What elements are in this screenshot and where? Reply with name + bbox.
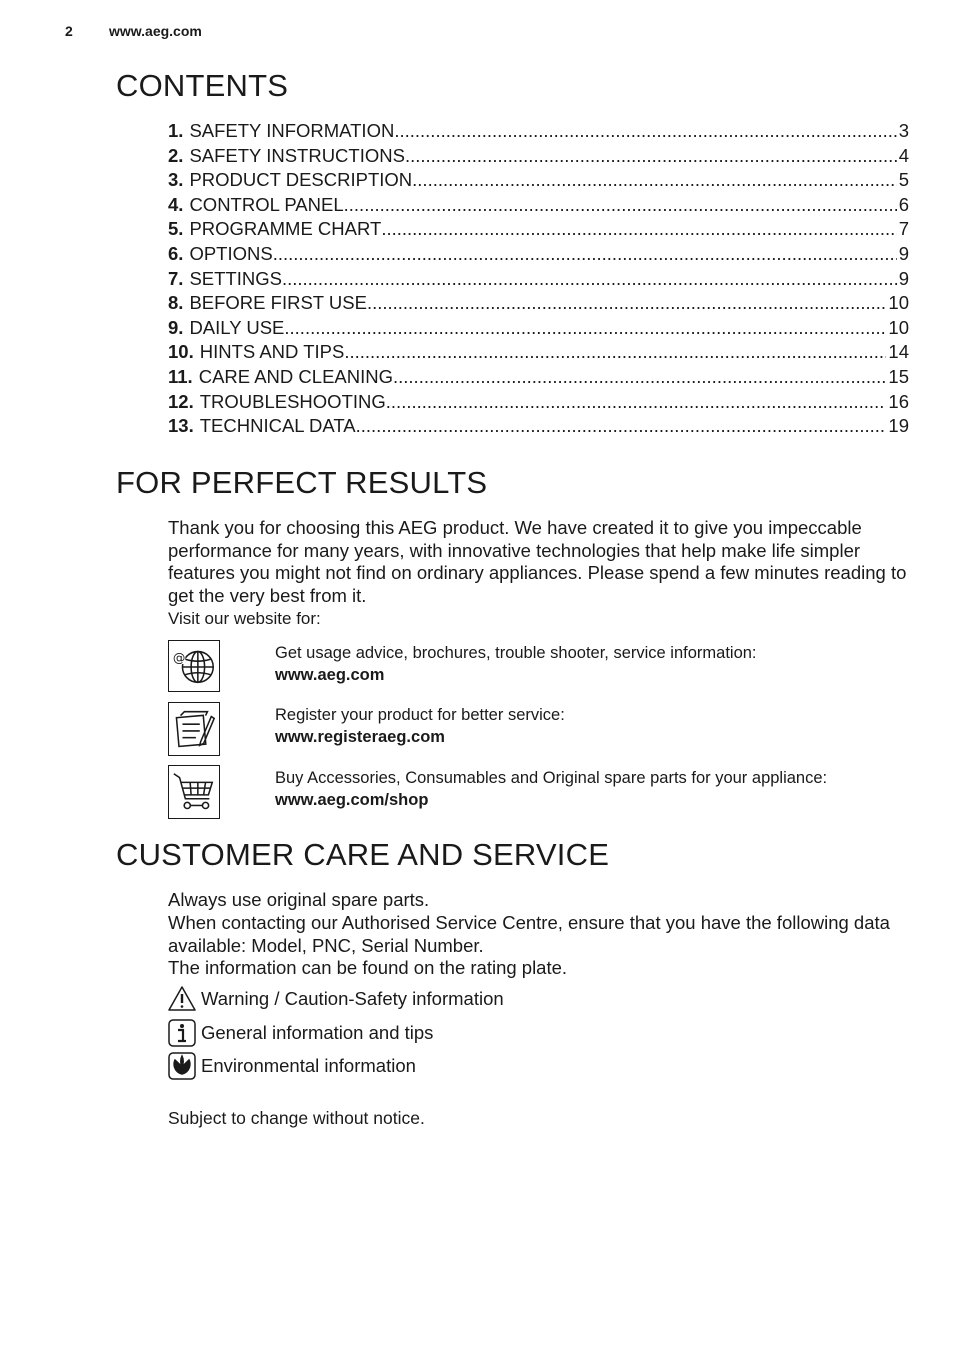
toc-page: 4: [898, 144, 909, 166]
toc-title: SAFETY INSTRUCTIONS: [189, 144, 405, 166]
toc-leader: [412, 169, 897, 191]
care-line-3: The information can be found on the rating plate.: [168, 957, 568, 979]
toc-item[interactable]: [168, 243, 909, 268]
website-row-usage: [168, 640, 908, 696]
toc-item[interactable]: [168, 415, 909, 440]
warning-symbol-row: [168, 984, 504, 1014]
toc-leader: [381, 218, 896, 240]
toc-item[interactable]: [168, 366, 909, 391]
website-description: Get usage advice, brochures, trouble shooter, service information:: [275, 644, 757, 662]
care-line-2: When contacting our Authorised Service Centre, ensure that you have the following data available: Model, PNC, Serial Number.: [168, 911, 890, 956]
warning-icon: [168, 985, 196, 1013]
toc-page: 16: [888, 390, 909, 412]
toc-item[interactable]: [168, 292, 909, 317]
register-icon: [168, 702, 220, 756]
care-line-1: Always use original spare parts.: [168, 889, 430, 910]
toc-title: PRODUCT DESCRIPTION: [189, 169, 413, 191]
toc-title: HINTS AND TIPS: [199, 341, 345, 363]
toc-number: 6.: [168, 242, 184, 264]
warning-label: Warning / Caution-Safety information: [201, 988, 504, 1009]
toc-title: OPTIONS: [189, 242, 273, 264]
environment-label: Environmental information: [201, 1055, 416, 1076]
toc-page: 9: [898, 267, 909, 289]
toc-number: 7.: [168, 267, 184, 289]
environment-symbol-row: [168, 1051, 416, 1081]
toc-page: 10: [888, 316, 909, 338]
website-row-shop: [168, 765, 908, 821]
toc-leader: [386, 391, 887, 413]
toc-title: BEFORE FIRST USE: [189, 292, 367, 314]
toc-title: DAILY USE: [189, 316, 285, 338]
toc-page: 15: [888, 365, 909, 387]
toc-title: SETTINGS: [189, 267, 282, 289]
toc-title: SAFETY INFORMATION: [189, 120, 395, 141]
toc-title: CARE AND CLEANING: [198, 365, 393, 387]
cart-icon: [168, 765, 220, 819]
info-symbol-row: [168, 1018, 433, 1048]
visit-label: Visit our website for:: [168, 609, 321, 628]
website-link[interactable]: www.aeg.com: [275, 666, 385, 684]
shop-info: [275, 767, 827, 811]
intro-paragraph: Thank you for choosing this AEG product. We have created it to give you impeccable performance for many years, with innovative technologies that help make life simpler features you might not find on ordinary appliances. Please spend a few minutes reading to get the very best from it.: [168, 517, 907, 607]
toc-leader: [344, 194, 897, 216]
page-header: [65, 23, 202, 39]
website-info: [275, 642, 757, 686]
toc-number: 11.: [168, 365, 193, 387]
toc-number: 13.: [168, 415, 194, 437]
toc-title: PROGRAMME CHART: [189, 218, 382, 240]
toc-page: 6: [898, 193, 909, 215]
toc-leader: [282, 268, 897, 290]
toc-leader: [367, 292, 886, 314]
contents-heading: CONTENTS: [116, 68, 289, 103]
toc-page: 3: [898, 120, 909, 141]
toc-item[interactable]: [168, 218, 909, 243]
info-label: General information and tips: [201, 1022, 434, 1043]
register-info: [275, 704, 565, 748]
header-site: www.aeg.com: [109, 23, 202, 39]
care-paragraph: [168, 889, 908, 980]
shop-link[interactable]: www.aeg.com/shop: [275, 791, 429, 809]
globe-icon: [168, 640, 220, 692]
register-link[interactable]: www.registeraeg.com: [275, 728, 445, 746]
toc-number: 2.: [168, 144, 184, 166]
toc-page: 9: [898, 242, 909, 264]
toc-item[interactable]: [168, 317, 909, 342]
table-of-contents: [168, 120, 909, 440]
toc-leader: [273, 243, 897, 265]
toc-leader: [344, 341, 886, 363]
toc-number: 1.: [168, 120, 184, 141]
website-row-register: [168, 702, 908, 758]
care-heading: CUSTOMER CARE AND SERVICE: [116, 837, 610, 872]
toc-item[interactable]: [168, 145, 909, 170]
results-heading: FOR PERFECT RESULTS: [116, 465, 488, 500]
toc-leader: [284, 317, 886, 339]
toc-leader: [393, 366, 886, 388]
toc-item[interactable]: [168, 194, 909, 219]
toc-number: 4.: [168, 193, 184, 215]
toc-number: 12.: [168, 390, 194, 412]
toc-item[interactable]: [168, 169, 909, 194]
toc-number: 5.: [168, 218, 184, 240]
toc-page: 19: [888, 415, 909, 437]
toc-leader: [356, 415, 887, 437]
toc-page: 10: [888, 292, 909, 314]
toc-item[interactable]: [168, 268, 909, 293]
environment-icon: [168, 1052, 196, 1080]
page-number: 2: [65, 23, 73, 39]
svg-text:@: @: [172, 650, 186, 666]
change-notice: Subject to change without notice.: [168, 1108, 425, 1128]
toc-item[interactable]: [168, 120, 909, 145]
shop-description: Buy Accessories, Consumables and Original spare parts for your appliance:: [275, 769, 828, 787]
toc-number: 10.: [168, 341, 194, 363]
info-icon: [168, 1019, 196, 1047]
toc-title: TROUBLESHOOTING: [199, 390, 386, 412]
toc-number: 9.: [168, 316, 184, 338]
toc-page: 7: [898, 218, 909, 240]
toc-page: 5: [898, 169, 909, 191]
toc-number: 3.: [168, 169, 184, 191]
toc-title: TECHNICAL DATA: [199, 415, 356, 437]
toc-title: CONTROL PANEL: [189, 193, 344, 215]
toc-page: 14: [888, 341, 909, 363]
toc-item[interactable]: [168, 391, 909, 416]
toc-item[interactable]: [168, 341, 909, 366]
toc-leader: [405, 145, 897, 167]
register-description: Register your product for better service:: [275, 706, 565, 724]
toc-leader: [394, 120, 896, 142]
toc-number: 8.: [168, 292, 184, 314]
